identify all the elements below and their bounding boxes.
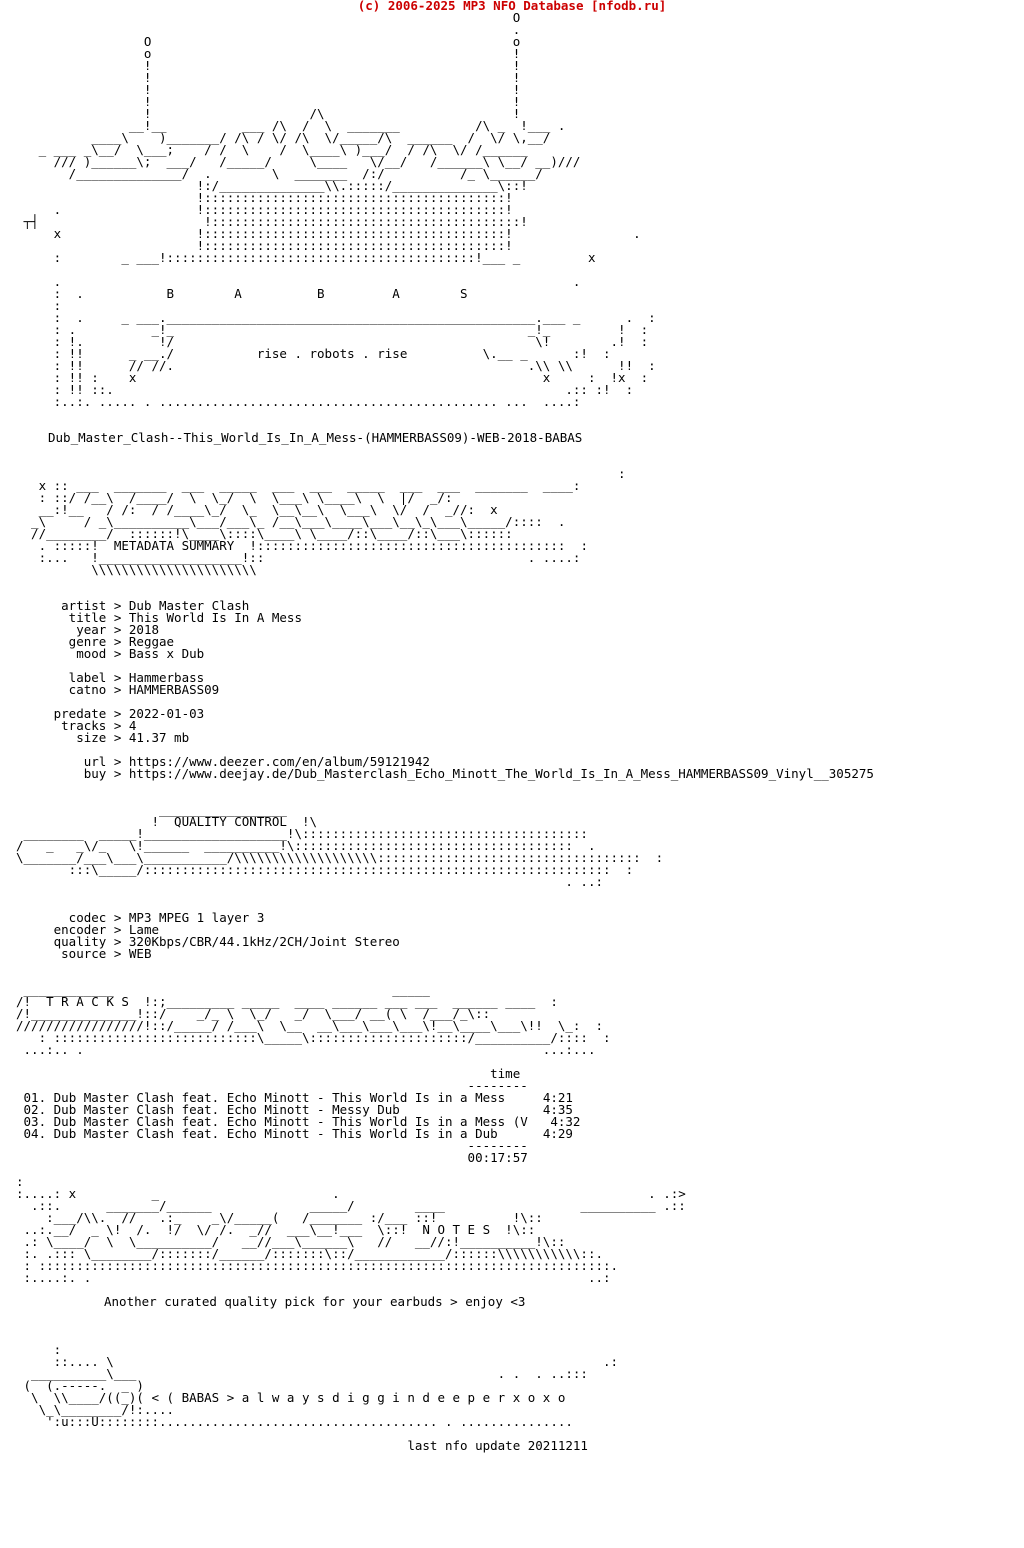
meta-row-url: url > https://www.deezer.com/en/album/59121942	[16, 754, 430, 769]
qc-row-codec: codec > MP3 MPEG 1 layer 3	[16, 910, 265, 925]
meta-row-size: size > 41.37 mb	[16, 730, 190, 745]
quality-control-title: QUALITY CONTROL	[174, 814, 287, 829]
track-title: Dub Master Clash feat. Echo Minott - This World Is in a Dub	[53, 1126, 498, 1141]
notes-banner-art: : :....: x _ . . .:> .::. _______/______ _____/ ____ __________ .:: :___/\\. // .:_ _\/_____( /_______ :/___ ::! !\:: ..:.__/ _ \! /. !/ \/ /. _// ___\__!___ \::! N O T E S !\:: .: \____/ \ \__________/ __//___\______\ // __//:!__________!\:: :. .::: \________/:::::::/______/:::::::\::/____________/::::::\\\\\\\\\\\::. : ::::::::::::::::::::::::::::::::::::::::::::::::::::::::::::::::::::::::::::. :....:. . ..:	[16, 1174, 686, 1285]
qc-row-encoder: encoder > Lame	[16, 922, 159, 937]
meta-row-catno: catno > HAMMERBASS09	[16, 682, 220, 697]
meta-mood-value: Bass x Dub	[128, 646, 205, 661]
last-update-text: last nfo update 20211211	[407, 1438, 588, 1453]
track-title: Dub Master Clash feat. Echo Minott - This World Is in a Mess (V	[53, 1114, 528, 1129]
tracks-total-time: 00:17:57	[467, 1150, 528, 1165]
metadata-table	[16, 588, 874, 780]
quality-control-banner-art: _________________ ! QUALITY CONTROL !\ ________ _____!___________________!\:::::::::::::::::::::::::::::::::::::: / _ _\/_ \!______ __________!\::::::::::::::::::::::::::::::::::::: . \_______/___\___\___________/\\\\\\\\\\\\\\\\\\\::::::::::::::::::::::::::::::::::: : :::\_____/:::::::::::::::::::::::::::::::::::::::::::::::::::::::::::::: : . ..:	[16, 802, 664, 889]
meta-buy-value: https://www.deejay.de/Dub_Masterclash_Echo_Minott_The_World_Is_In_A_Mess_HAMMERBASS09_Vinyl__305275	[128, 766, 874, 781]
meta-title-value: This World Is In A Mess	[128, 610, 302, 625]
release-name: Dub_Master_Clash--This_World_Is_In_A_Mess-(HAMMERBASS09)-WEB-2018-BABAS	[48, 430, 583, 445]
meta-tracks-value: 4	[128, 718, 137, 733]
tracklist	[16, 1068, 874, 1164]
meta-url-value: https://www.deezer.com/en/album/59121942	[128, 754, 430, 769]
tracks-rule-bottom: --------	[467, 1138, 528, 1153]
meta-year-value: 2018	[128, 622, 159, 637]
meta-row-year: year > 2018	[16, 622, 159, 637]
meta-artist-value: Dub Master Clash	[128, 598, 250, 613]
meta-row-artist: artist > Dub Master Clash	[16, 598, 250, 613]
meta-genre-value: Reggae	[128, 634, 175, 649]
notes-text: Another curated quality pick for your earbuds > enjoy <3	[104, 1294, 526, 1309]
meta-row-genre: genre > Reggae	[16, 634, 175, 649]
track-number: 01.	[23, 1090, 47, 1105]
tracks-banner-art: ____________ _____ /! T R A C K S !:;_________ _____ ____ ______ ___ ___ ______ ____ : /!______________!::/ _/_ \ \_/ _/ \___/ __( \ /___/_\:: /////////////////!::/_____/ /___\ \__ __\___\___\___\!__\____\___\!! \_: : : :::::::::::::::::::::::::::\_____\:::::::::::::::::::::/__________/:::: : ...:.. . ...:...	[16, 982, 611, 1057]
qc-row-source: source > WEB	[16, 946, 152, 961]
last-update	[16, 1440, 874, 1452]
meta-row-label: label > Hammerbass	[16, 670, 205, 685]
track-time: 4:32	[550, 1114, 581, 1129]
qc-source-value: WEB	[128, 946, 152, 961]
logo-letter: B A B A S	[166, 286, 468, 301]
tracks-rule-top: --------	[467, 1078, 528, 1093]
meta-row-title: title > This World Is In A Mess	[16, 610, 302, 625]
footer-tagline: < ( BABAS > a l w a y s d i g g i n d e e p e r x o x o	[151, 1390, 566, 1405]
qc-row-quality: quality > 320Kbps/CBR/44.1kHz/2CH/Joint Stereo	[16, 934, 400, 949]
track-title: Dub Master Clash feat. Echo Minott - This World Is in a Mess	[53, 1090, 506, 1105]
meta-row-mood: mood > Bass x Dub	[16, 646, 205, 661]
tracks-time-header: time	[490, 1066, 521, 1081]
track-time: 4:35	[542, 1102, 573, 1117]
tagline-rise: rise . robots . rise	[256, 346, 408, 361]
meta-catno-value: HAMMERBASS09	[128, 682, 220, 697]
qc-quality-value: 320Kbps/CBR/44.1kHz/2CH/Joint Stereo	[128, 934, 400, 949]
meta-row-predate: predate > 2022-01-03	[16, 706, 205, 721]
notes-title: N O T E S	[422, 1222, 491, 1237]
site-banner-text[interactable]: (c) 2006-2025 MP3 NFO Database [nfodb.ru]	[357, 0, 667, 13]
footer-art: : ::.... \ .: __________\___ . . . ..::: ( (.-----. _ ) \ \\____/((_)( < ( BABAS > a l w a y s d i g g i n d e e p e r x o x o \_\________/!:.... ':u:::U::::::::..................................... . ...............	[23, 1342, 619, 1429]
metadata-banner-art: : x :: ___ _______ ___ _____ ___ ___ _____ ___ ___ _______ ____: : ::/ /__\ /____/ \ \_/ \ \___\ \____\ \ |/ _/: __:!__ / /: / /____\_/ \_ \__\__\ \___\ \/ / _//: x _\ / _\__________\___/___\_ /__\___\____\___\__\_\___\_____/:::: . //________/ ::::::!\____\::::\____\ \____/::\____/::\___\:::::: . :::::! METADATA SUMMARY !::::::::::::::::::::::::::::::::::::::::: : :... !___________________!:: . ....: \\\\\\\\\\\\\\\\\\\\\\	[31, 466, 626, 577]
nfo-document	[0, 12, 874, 1464]
qc-codec-value: MP3 MPEG 1 layer 3	[128, 910, 265, 925]
qc-encoder-value: Lame	[128, 922, 159, 937]
meta-row-buy: buy > https://www.deejay.de/Dub_Masterclash_Echo_Minott_The_World_Is_In_A_Mess_HAMMERBASS09_Vinyl__305275	[16, 766, 874, 781]
meta-size-value: 41.37 mb	[128, 730, 190, 745]
track-number: 02.	[23, 1102, 47, 1117]
tracks-title: T R A C K S	[46, 994, 129, 1009]
meta-predate-value: 2022-01-03	[128, 706, 205, 721]
meta-row-tracks: tracks > 4	[16, 718, 137, 733]
track-number: 04.	[23, 1126, 47, 1141]
track-time: 4:21	[542, 1090, 573, 1105]
metadata-summary-title: METADATA SUMMARY	[113, 538, 235, 553]
track-number: 03.	[23, 1114, 47, 1129]
meta-label-value: Hammerbass	[128, 670, 205, 685]
quality-table	[16, 900, 874, 960]
track-time: 4:29	[542, 1126, 573, 1141]
track-title: Dub Master Clash feat. Echo Minott - Messy Dub	[53, 1102, 400, 1117]
babas-logo-art: O . O o o ! ! ! ! ! ! ! ! ! ! /\ ! __!__ ___ /\ / \ _______ /\ _ !___ . ____\ )_______/ /\ / \/ /\ \/_____/\ ______ / \/ \,__/ _ ___ _\__/ \___; / / \ / \____\ )___/ / /\ \/ /______ /// )______\; ___/ /_____/ \____ \/__/ /______\ \__/ __)/// /______________/ . \ _______ /:/ /_ \______/ !:/______________\\.:::::/______________\::! !::::::::::::::::::::::::::::::::::::::::! . !::::::::::::::::::::::::::::::::::::::::! ┬┤ !:::::::::::::::::::::::::::::::::::::::::! x !::::::::::::::::::::::::::::::::::::::::! . !::::::::::::::::::::::::::::::::::::::::! : _ ___!:::::::::::::::::::::::::::::::::::::::::!___ _ x . . : . B A B A S : : . _ ___._________________________________________________.___ _ . : : . _!_ _!_ ! : : !. !/ \! .! : : !! _ __./ rise . robots . rise \.__ _ :! : : !! // //. .\\ \\ !! : : !! : x x : !x : : !! ::. .:: :! : :..:. ..... . ............................................. ... ....:	[23, 10, 656, 409]
